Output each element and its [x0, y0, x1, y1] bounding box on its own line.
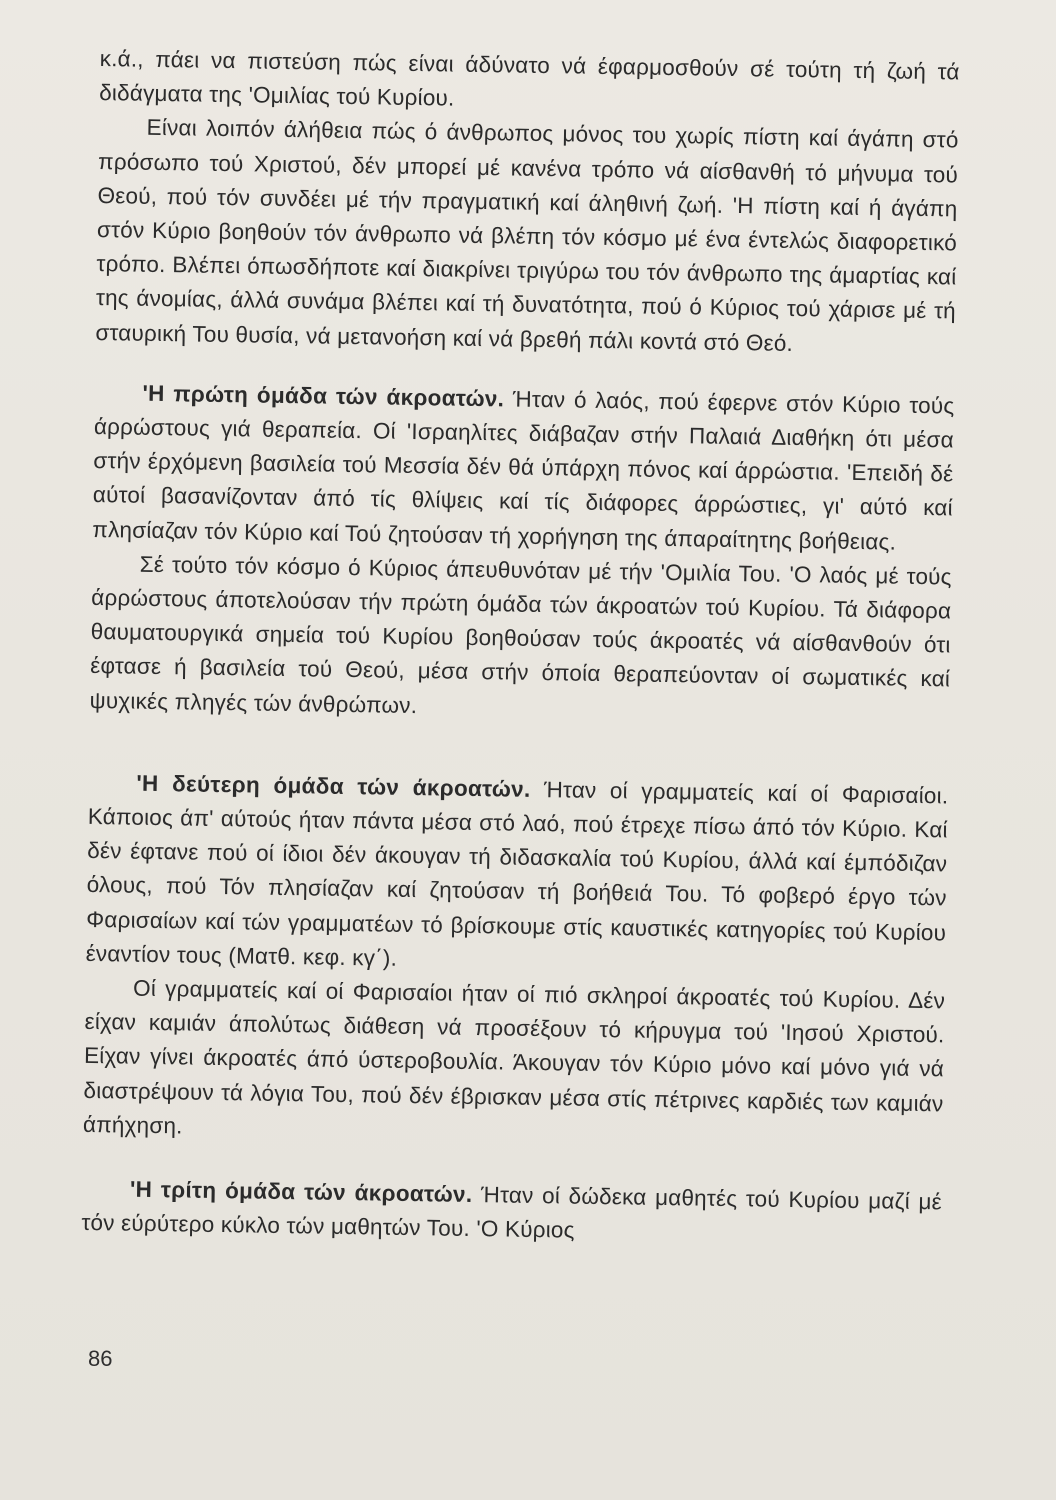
paragraph-1-text: κ.ά., πάει να πιστεύση πώς είναι άδύνατο νά έφαρμοσθούν σέ τούτη τή ζωή τά διδάγματα της 'Ομιλίας τού Κυρίου.: [99, 45, 960, 111]
third-group-text: Ήταν οί δώδεκα μαθητές τού Κυρίου μαζί μέ τόν εύρύτερο κύκλο τών μαθητών Του. 'Ο Κύριος: [81, 1182, 943, 1243]
paragraph-6: [83, 971, 946, 1156]
paragraph-first-group: [92, 376, 955, 561]
first-group-heading: 'Η πρώτη όμάδα τών άκροατών.: [142, 380, 505, 412]
paragraph-4: [89, 547, 952, 732]
paragraph-2-text: Είναι λοιπόν άλήθεια πώς ό άνθρωπος μόνος του χωρίς πίστη καί άγάπη στό πρόσωπο τού Χριστού, δέν μπορεί μέ κανένα τρόπο νά αίσθανθή τό μήνυμα τού Θεού, πού τόν συνδέει μέ τήν πραγματική καί άληθινή ζωή. 'Η πίστη καί ή άγάπη στόν Κύριο βοηθούν τόν άνθρωπο νά βλέπη τόν κόσμο μέ ένα έντελώς διαφορετικό τρόπο. Βλέπει όπωσδήποτε καί διακρίνει τριγύρω του τόν άνθρωπο της άμαρτίας καί της άνομίας, άλλά συνάμα βλέπει καί τή δυνατότητα, πού ό Κύριος τού χάρισε μέ τή σταυρική Του θυσία, νά μετανοήση καί νά βρεθή πάλι κοντά στό Θεό.: [95, 115, 959, 356]
paragraph-4-text: Σέ τούτο τόν κόσμο ό Κύριος άπευθυνόταν μέ τήν 'Ομιλία Του. 'Ο λαός μέ τούς άρρώστους άποτελούσαν τήν πρώτη όμάδα τών άκροατών τού Κυρίου. Τά διάφορα θαυματουργικά σημεία τού Κυρίου βοηθούσαν τούς άκροατές νά αίσθανθούν ότι έφτασε ή βασιλεία τού Θεού, μέσα στήν όποία θεραπεύονταν οί σωματικές καί ψυχικές πληγές τών άνθρώπων.: [89, 551, 952, 718]
second-group-text: Ήταν οί γραμματείς καί οί Φαρισαίοι. Κάποιος άπ' αύτούς ήταν πάντα μέσα στό λαό, πού έτρεχε πίσω άπό τόν Κύριο. Καί δέν έφτανε πού οί ίδιοι δέν άκουγαν τή διδασκαλία τού Κυρίου, άλλά καί έμπόδιζαν όλους, πού Τόν πλησίαζαν καί ζητούσαν τή βοήθειά Του. Τό φοβερό έργο τών Φαρισαίων καί τών γραμματέων τό βρίσκουμε στίς καυστικές κατηγορίες τού Κυρίου έναντίον τους (Ματθ. κεφ. κγ΄).: [85, 776, 949, 971]
first-group-text: Ήταν ό λαός, πού έφερνε στόν Κύριο τούς άρρώστους γιά θεραπεία. Οί 'Ισραηλίτες διάβαζαν στήν Παλαιά Διαθήκη ότι μέσα στήν έρχόμενη βασιλεία τού Μεσσία δέν θά ύπάρχη πόνος καί άρρώστια. 'Επειδή δέ αύτοί βασανίζονταν άπό τίς θλίψεις καί τίς διάφορες άρρώστιες, γι' αύτό καί πλησίαζαν τόν Κύριο καί Τού ζητούσαν τή χορήγηση της άπαραίτητης βοήθειας.: [92, 386, 955, 555]
paragraph-second-group: [85, 766, 948, 985]
paragraph-third-group: [81, 1172, 942, 1254]
second-group-heading: 'Η δεύτερη όμάδα τών άκροατών.: [136, 770, 531, 802]
page-number: 86: [88, 1346, 113, 1371]
paragraph-2: [95, 110, 959, 363]
paragraph-6-text: Οί γραμματείς καί οί Φαρισαίοι ήταν οί πιό σκληροί άκροατές τού Κυρίου. Δέν είχαν καμιάν άπολύτως διάθεση νά προσέξουν τό κήρυγμα τού 'Ιησού Χριστού. Είχαν γίνει άκροατές άπό ύστεροβουλία. Άκουγαν τόν Κύριο μόνο καί μόνο γιά νά διαστρέψουν τά λόγια Του, πού δέν έβρισκαν μέσα στίς πέτρινες καρδιές των καμιάν άπήχηση.: [82, 975, 946, 1139]
page-text: [81, 42, 960, 1254]
third-group-heading: 'Η τρίτη όμάδα τών άκροατών.: [129, 1176, 473, 1208]
